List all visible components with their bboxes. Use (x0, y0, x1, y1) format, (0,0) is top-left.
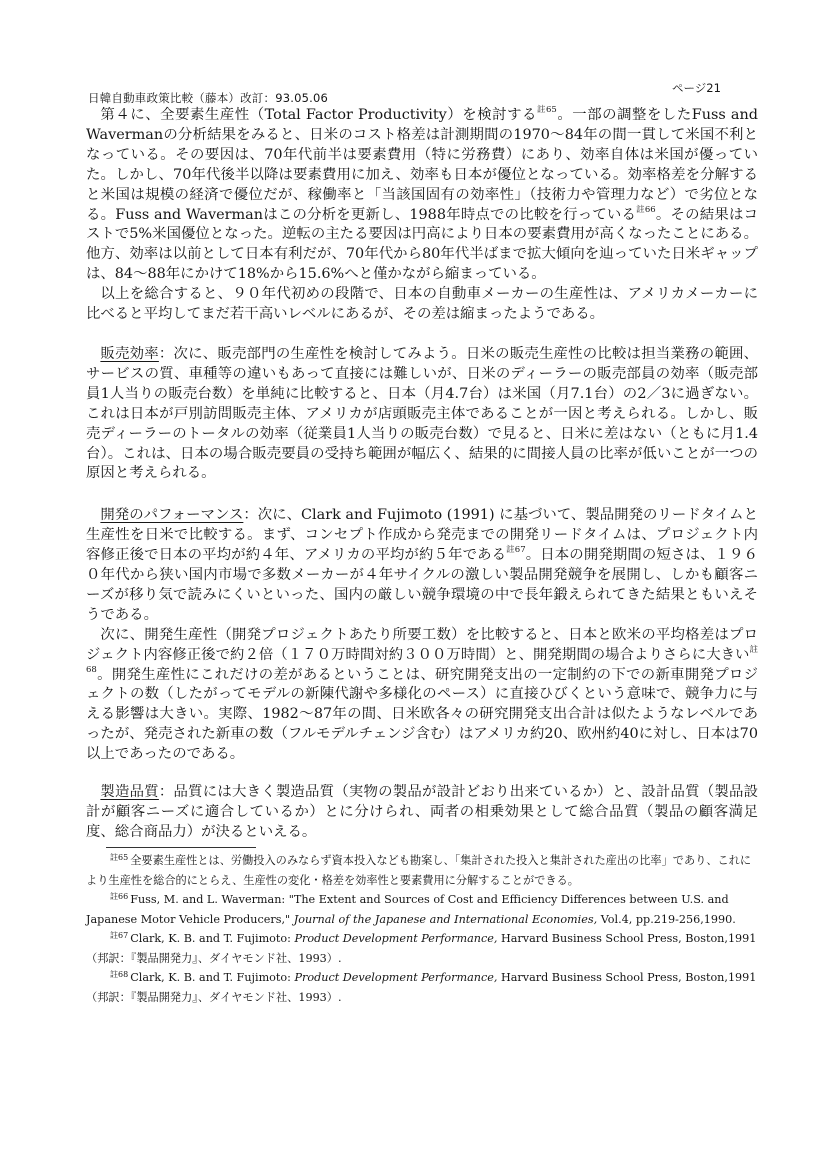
footnote-ref: 註65 (536, 105, 557, 116)
paragraph-development (86, 506, 758, 625)
paragraph-sales-efficiency (86, 345, 758, 484)
page-number: ページ21 (672, 81, 721, 95)
book-title: Product Development Performance, (294, 970, 498, 984)
footnote-mark: 註67 (110, 930, 129, 940)
footnote-mark: 註65 (110, 852, 129, 862)
paragraph-tfp (86, 106, 758, 285)
paragraph-dev-productivity (86, 626, 758, 765)
paragraph-text: ：品質には大きく製造品質（実物の製品が設計どおり出来ているか）と、設計品質（製品設計が顧客ニーズに適合しているか）とに分けられ、両者の相乗効果として総合品質（製品の顧客満足度、総合商品力）が決るといえる。 (86, 784, 758, 840)
footnote-65 (86, 851, 758, 890)
body-text (86, 106, 758, 1007)
footnote-ref: 註67 (506, 545, 526, 556)
footnote-mark: 註68 (110, 969, 129, 979)
paragraph-text: ：次に、販売部門の生産性を検討してみよう。日米の販売生産性の比較は担当業務の範囲、サービスの質、車種等の違いもあって直接には難しいが、日米のディーラーの販売部員の効率（販売部員1人当りの販売台数）を単純に比較すると、日本（月4.7台）は米国（月7.1台）の2／3に過ぎない。これは日本が戸別訪問販売主体、アメリカが店頭販売主体であることが一因と考えられる。しかし、販売ディーラーのトータルの効率（従業員1人当りの販売台数）で見ると、日米に差はない（ともに月1.4台）。これは、日本の場合販売要員の受持ち範囲が幅広く、結果的に間接人員の比率が低いことが一つの原因と考えられる。 (86, 345, 758, 482)
paragraph-text: 第４に、全要素生産性（Total Factor Productivity）を検討する (100, 107, 537, 123)
journal-title: Journal of the Japanese and International Economies, (293, 912, 598, 926)
footnote-text: Clark, K. B. and T. Fujimoto: (130, 970, 295, 984)
paragraph-text: 。一部の調整をしたFuss and Wavermanの分析結果をみると、日米のコスト格差は計測期間の1970～84年の間一貫して米国不利となっている。その要因は、70年代前半は要素費用（特に労務費）にあり、効率自体は米国が優っていた。しかし、70年代後半以降は要素費用に加え、効率も日本が優位となっている。効率格差を分解すると米国は規模の経済で優位だが、稼働率と「当該国固有の効率性」（技術力や管理力など）で劣位となる。Fuss and Wavermanはこの分析を更新し、1988年時点での比較を行っている (86, 107, 758, 223)
footnote-text: 全要素生産性とは、労働投入のみならず資本投入なども勘案し、「集計された投入と集計された産出の比率」であり、これにより生産性を総合的にとらえ、生産性の変化・格差を効率性と要素費用に分解することができる。 (86, 853, 752, 887)
section-heading: 販売効率 (100, 345, 159, 362)
book-title: Product Development Performance, (294, 931, 498, 945)
section-heading: 開発のパフォーマンス (100, 507, 244, 524)
paragraph-summary: 以上を総合すると、９０年代初めの段階で、日本の自動車メーカーの生産性は、アメリカメーカーに比べると平均してまだ若干高いレベルにあるが、その差は縮まったようである。 (86, 286, 758, 323)
footnote-68 (86, 968, 758, 1007)
paragraph-text: 。その結果はコストで5%米国優位となった。逆転の主たる要因は円高により日本の要素費用が高くなったことにある。他方、効率は以前として日本有利だが、70年代から80年代半ばまで拡大傾向を辿っていた日米ギャップは、84～88年にかけて18%から15.6%へと僅かながら縮まっている。 (86, 206, 758, 283)
footnote-text: Harvard Business School Press, Boston,1991（邦訳：『製品開発力』、ダイヤモンド社、1993）. (86, 931, 757, 965)
footnote-separator (106, 847, 256, 848)
footnote-text: Harvard Business School Press, Boston,1991（邦訳：『製品開発力』、ダイヤモンド社、1993）. (86, 970, 757, 1004)
paragraph-text: 。日本の開発期間の短さは、１９６０年代から狭い国内市場で多数メーカーが４年サイクルの激しい製品開発競争を展開し、しかも顧客ニーズが移り気で読みにくいといった、国内の厳しい競争環境の中で長年鍛えられてきた結果ともいえそうである。 (86, 547, 758, 623)
footnote-ref: 註68 (86, 644, 758, 675)
paragraph-text: ：次に、Clark and Fujimoto (1991) に基づいて、製品開発のリードタイムと生産性を日米で比較する。まず、コンセプト作成から発売までの開発リードタイムは、プロジェクト内容修正後で日本の平均が約４年、アメリカの平均が約５年である (86, 507, 758, 564)
footnote-text: Clark, K. B. and T. Fujimoto: (130, 931, 295, 945)
footnote-ref: 註66 (636, 204, 656, 215)
paragraph-text: 。開発生産性にこれだけの差があるということは、研究開発支出の一定制約の下での新車開発プロジェクトの数（したがってモデルの新陳代謝や多様化のペース）に直接ひびくという意味で、競争力に与える影響は大きい。実際、1982～87年の間、日米欧各々の研究開発支出合計は似たようなレベルであったが、発売された新車の数（フルモデルチェンジ含む）はアメリカ約20、欧州約40に対し、日本は70以上であったのである。 (86, 666, 758, 763)
paragraph-text: 次に、開発生産性（開発プロジェクトあたり所要工数）を比較すると、日本と欧米の平均格差はプロジェクト内容修正後で約２倍（１７０万時間対約３００万時間）と、開発期間の場合よりさらに大きい (86, 626, 758, 663)
footnote-text: Vol.4, pp.219-256,1990. (597, 912, 736, 926)
footnote-66 (86, 890, 758, 929)
section-heading: 製造品質 (100, 784, 159, 801)
footnote-mark: 註66 (110, 891, 129, 901)
running-header: 日韓自動車政策比較（藤本）改訂：93.05.06 (88, 91, 329, 105)
paragraph-quality (86, 783, 758, 843)
footnote-67 (86, 929, 758, 968)
footnote-text: Fuss, M. and L. Waverman: "The Extent and Sources of Cost and Efficiency Differences between U.S. and Japanese Motor Vehicle Producers," (86, 892, 729, 926)
